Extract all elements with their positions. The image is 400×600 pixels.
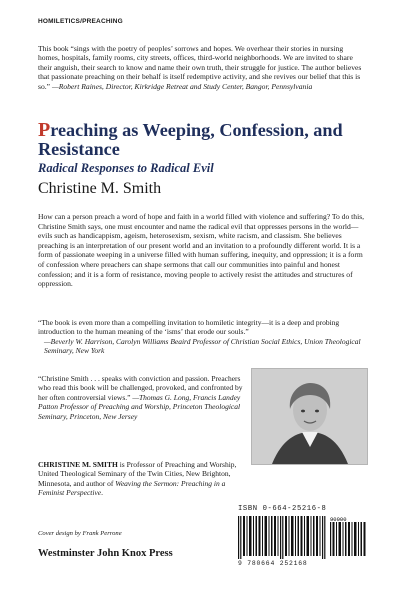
- quote-text: This book “sings with the poetry of peoples’ sorrows and hopes. We overhear their stories in nursing homes, hospitals, family rooms, city streets, offices, third-world neighborhoods. We are invited to share their anguish, their search to know and name their own truth, their struggle for justice. The author believes that passionate preaching on their behalf is itself redemptive activity, and she revives our belief that this is so.”: [38, 44, 362, 91]
- barcode-number: 9 780664 252168: [238, 560, 308, 567]
- isbn-label: [238, 505, 326, 513]
- cover-credit: Cover design by Frank Perrone: [38, 530, 122, 537]
- title-rest: reaching as Weeping, Confession, and Resistance: [38, 120, 343, 159]
- endorsement-quote-top: [38, 44, 366, 91]
- title-block: [38, 121, 368, 198]
- book-title: [38, 121, 368, 159]
- author-name: Christine M. Smith: [38, 180, 162, 197]
- endorsement-quote-middle: [38, 318, 366, 356]
- author-bio: [38, 460, 248, 498]
- quote-text: “Christine Smith . . . speaks with conviction and passion. Preachers who read this book will be challenged, provoked, and confronted by her often controversial views.”: [38, 374, 243, 402]
- category-label: HOMILETICS/PREACHING: [38, 18, 123, 25]
- price-code: 90000: [330, 516, 347, 523]
- endorsement-quote-left: [38, 374, 243, 421]
- author-photo: [251, 368, 368, 465]
- publisher-name: Westminster John Knox Press: [38, 548, 173, 559]
- bio-book-title: Weaving the Sermon: Preaching in a Feminist Perspective: [38, 478, 226, 498]
- quote-attribution: —Robert Raines, Director, Kirkridge Retreat and Study Center, Bangor, Pennsylvania: [51, 81, 313, 91]
- quote-attribution: —Beverly W. Harrison, Carolyn Williams Beaird Professor of Christian Social Ethics, Union Theological Seminary, New York: [44, 336, 361, 356]
- quote-attribution: —Thomas G. Long, Francis Landey Patton Professor of Preaching and Worship, Princeton Theological Seminary, Princeton, New Jersey: [38, 392, 241, 421]
- author-photo-image: [252, 369, 367, 464]
- description-paragraph: How can a person preach a word of hope and faith in a world filled with violence and suffering? To do this, Christine Smith says, one must encounter and name the radical evil that oppresses persons in the world—evils such as handicappism, ageism, heterosexism, sexism, white racism, and classism. She believes preaching is an interpretation of our present world and an invitation to a profoundly different world. It is a form of passionate weeping in a universe filled with human suffering, inequity, and oppression; it is a form of confession where preachers can shape sermons that call our communities into painful and honest confession; and it is a form of resistance, moving people to actively resist the attitudes and structures of oppression.: [38, 212, 365, 289]
- bio-end: .: [101, 488, 103, 498]
- title-initial: P: [38, 119, 51, 141]
- quote-text: “The book is even more than a compelling invitation to homiletic integrity—it is a deep and probing introduction to the human meaning of the ‘isms’ that erode our souls.”: [38, 318, 340, 337]
- isbn-barcode: [238, 516, 368, 559]
- book-subtitle: Radical Responses to Radical Evil: [38, 161, 214, 175]
- bio-text: is Professor of Preaching and Worship, United Theological Seminary of the Twin Cities, New Brighton, Minnesota, and author of: [38, 460, 237, 488]
- isbn-number: ISBN 0-664-25216-8: [238, 505, 327, 513]
- bio-name: CHRISTINE M. SMITH: [38, 460, 118, 469]
